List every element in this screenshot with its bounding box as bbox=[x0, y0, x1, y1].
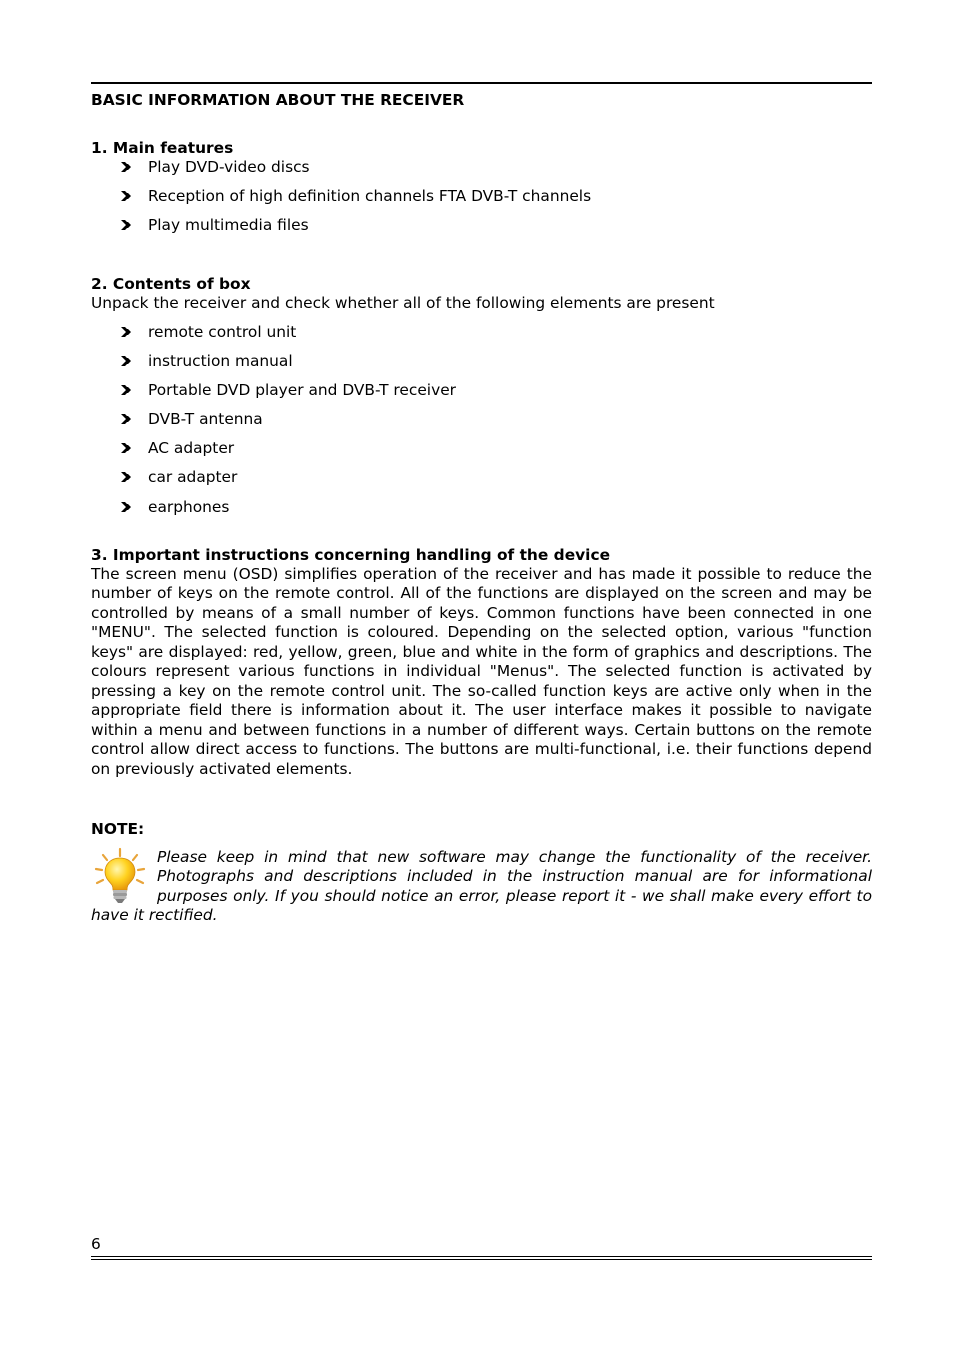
section-intro: Unpack the receiver and check whether all of the following elements are present bbox=[91, 294, 715, 312]
top-rule bbox=[91, 82, 872, 84]
document-page bbox=[91, 0, 872, 1351]
list-item bbox=[91, 410, 872, 439]
list-item bbox=[91, 352, 872, 381]
list-item-text: AC adapter bbox=[148, 439, 235, 458]
section-instructions bbox=[91, 546, 872, 779]
double-chevron-right-icon bbox=[120, 354, 134, 368]
list-item-text: Reception of high definition channels FTA DVB-T channels bbox=[148, 187, 592, 206]
double-chevron-right-icon bbox=[120, 412, 134, 426]
page-title: BASIC INFORMATION ABOUT THE RECEIVER bbox=[91, 91, 465, 109]
lightbulb-icon bbox=[91, 847, 149, 905]
list-item-text: Play multimedia files bbox=[148, 216, 309, 235]
double-chevron-right-icon bbox=[120, 441, 134, 455]
note-text: Please keep in mind that new software may change the functionality of the receiver. Photographs and descriptions included in the instruction manual are for informational purposes only. If you should notice an error, please report it - we shall make every effort to have it rectified. bbox=[91, 848, 872, 925]
bottom-rule bbox=[91, 1256, 872, 1260]
double-chevron-right-icon bbox=[120, 383, 134, 397]
box-contents-list bbox=[91, 323, 872, 527]
list-item-text: remote control unit bbox=[148, 323, 297, 341]
list-item bbox=[91, 187, 872, 216]
double-chevron-right-icon bbox=[120, 500, 134, 514]
double-chevron-right-icon bbox=[120, 189, 134, 203]
list-item-text: car adapter bbox=[148, 468, 238, 487]
note-heading: NOTE: bbox=[91, 820, 145, 838]
list-item bbox=[91, 323, 872, 352]
double-chevron-right-icon bbox=[120, 470, 134, 484]
list-item-text: DVB-T antenna bbox=[148, 410, 263, 429]
double-chevron-right-icon bbox=[120, 325, 134, 339]
double-chevron-right-icon bbox=[120, 160, 134, 174]
list-item bbox=[91, 216, 872, 245]
section-heading: 1. Main features bbox=[91, 139, 234, 157]
note-block bbox=[91, 848, 872, 926]
section-heading: 2. Contents of box bbox=[91, 275, 251, 293]
list-item bbox=[91, 439, 872, 468]
list-item-text: instruction manual bbox=[148, 352, 293, 371]
section-main-features bbox=[91, 139, 872, 245]
main-features-list bbox=[91, 158, 872, 245]
list-item-text: Portable DVD player and DVB-T receiver bbox=[148, 381, 456, 400]
list-item bbox=[91, 381, 872, 410]
section-body: The screen menu (OSD) simplifies operation of the receiver and has made it possible to reduce the number of keys on the remote control. All of the functions are displayed on the screen and may be controlled by means of a small number of keys. Common functions have been connected in one "MENU". The selected function is coloured. Depending on the selected option, various "function keys" are displayed: red, yellow, green, blue and white in the form of graphics and descriptions. The colours represent various functions in individual "Menus". The selected function is activated by pressing a key on the remote control unit. The so-called function keys are active only when in the appropriate field there is information about it. The user interface makes it possible to navigate within a menu and between functions in a number of different ways. Certain buttons on the remote control allow direct access to functions. The buttons are multi-functional, i.e. their functions depend on previously activated elements. bbox=[91, 565, 872, 778]
list-item-text: earphones bbox=[148, 497, 230, 516]
section-heading: 3. Important instructions concerning handling of the device bbox=[91, 546, 611, 564]
list-item bbox=[91, 468, 872, 497]
list-item bbox=[91, 498, 872, 527]
list-item bbox=[91, 158, 872, 187]
double-chevron-right-icon bbox=[120, 218, 134, 232]
list-item-text: Play DVD-video discs bbox=[148, 158, 310, 176]
page-number: 6 bbox=[91, 1235, 101, 1253]
section-contents-of-box bbox=[91, 275, 872, 527]
